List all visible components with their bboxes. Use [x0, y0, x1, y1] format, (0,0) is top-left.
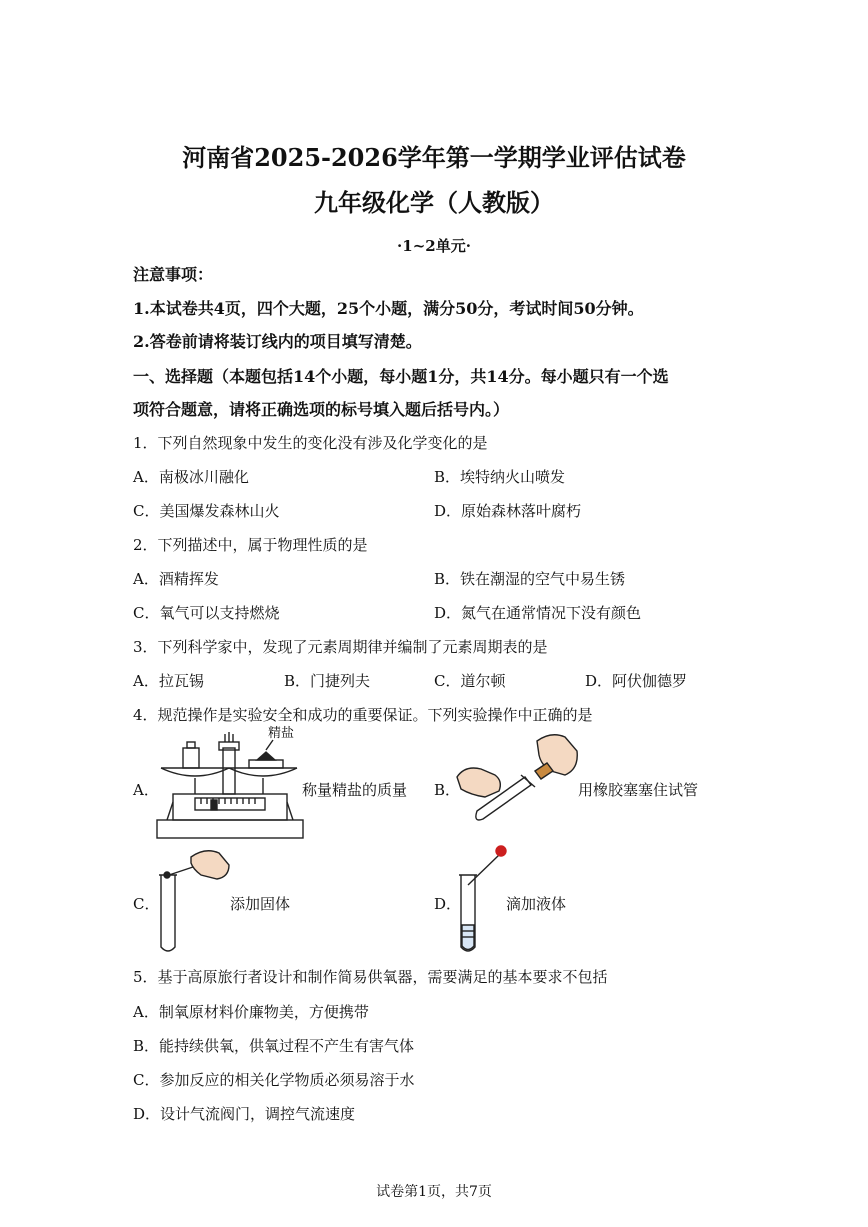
q5-option-a: A．制氧原材料价廉物美，方便携带	[133, 1003, 369, 1021]
notice-item-1: 1.本试卷共4页，四个大题，25个小题，满分50分，考试时间50分钟。	[133, 299, 644, 318]
balance-scale-image	[155, 730, 305, 842]
notice-heading: 注意事项：	[133, 265, 214, 284]
q4-option-d-caption: 滴加液体	[506, 895, 567, 913]
q1-stem: 1．下列自然现象中发生的变化没有涉及化学变化的是	[133, 434, 488, 452]
q5-option-b: B．能持续供氧，供氧过程不产生有害气体	[133, 1037, 415, 1055]
q3-option-c: C．道尔顿	[434, 672, 506, 690]
q4-option-d-label: D．	[434, 895, 462, 913]
notice-item-2: 2.答卷前请将装订线内的项目填写清楚。	[133, 332, 422, 351]
q1-option-c: C．美国爆发森林山火	[133, 502, 280, 520]
page-footer: 试卷第1页，共7页	[376, 1184, 492, 1200]
q4-option-c-label: C．	[133, 895, 160, 913]
exam-scope: ·1~2单元·	[397, 237, 471, 255]
q2-option-b: B．铁在潮湿的空气中易生锈	[434, 570, 626, 588]
q4-stem: 4．规范操作是实验安全和成功的重要保证。下列实验操作中正确的是	[133, 706, 593, 724]
q2-option-c: C．氧气可以支持燃烧	[133, 604, 280, 622]
exam-subtitle: 九年级化学（人教版）	[314, 188, 554, 217]
q3-option-d: D．阿伏伽德罗	[585, 672, 688, 690]
q1-option-b: B．埃特纳火山喷发	[434, 468, 566, 486]
salt-label: 精盐	[268, 726, 295, 741]
q4-option-b-label: B．	[434, 781, 461, 799]
exam-title: 河南省2025-2026学年第一学期学业评估试卷	[182, 143, 686, 172]
q1-option-a: A．南极冰川融化	[133, 468, 249, 486]
q3-stem: 3．下列科学家中，发现了元素周期律并编制了元素周期表的是	[133, 638, 548, 656]
q5-option-d: D．设计气流阀门，调控气流速度	[133, 1105, 356, 1123]
section1-heading-line2: 项符合题意，请将正确选项的标号填入题后括号内。）	[133, 400, 510, 419]
test-tube-stopper-image	[455, 725, 580, 825]
q4-option-a-caption: 称量精盐的质量	[302, 781, 408, 799]
q2-option-d: D．氮气在通常情况下没有颜色	[434, 604, 642, 622]
q4-option-c-caption: 添加固体	[230, 895, 291, 913]
q3-option-a: A．拉瓦锡	[133, 672, 204, 690]
section1-heading-line1: 一、选择题（本题包括14个小题，每小题1分，共14分。每小题只有一个选	[133, 367, 669, 386]
q4-option-a-label: A．	[133, 781, 159, 799]
q1-option-d: D．原始森林落叶腐朽	[434, 502, 582, 520]
add-solid-image	[155, 845, 235, 957]
q2-option-a: A．酒精挥发	[133, 570, 219, 588]
q5-stem: 5．基于高原旅行者设计和制作简易供氧器，需要满足的基本要求不包括	[133, 968, 608, 986]
q3-option-b: B．门捷列夫	[284, 672, 371, 690]
q2-stem: 2．下列描述中，属于物理性质的是	[133, 536, 368, 554]
q5-option-c: C．参加反应的相关化学物质必须易溶于水	[133, 1071, 415, 1089]
q4-option-b-caption: 用橡胶塞塞住试管	[578, 781, 699, 799]
